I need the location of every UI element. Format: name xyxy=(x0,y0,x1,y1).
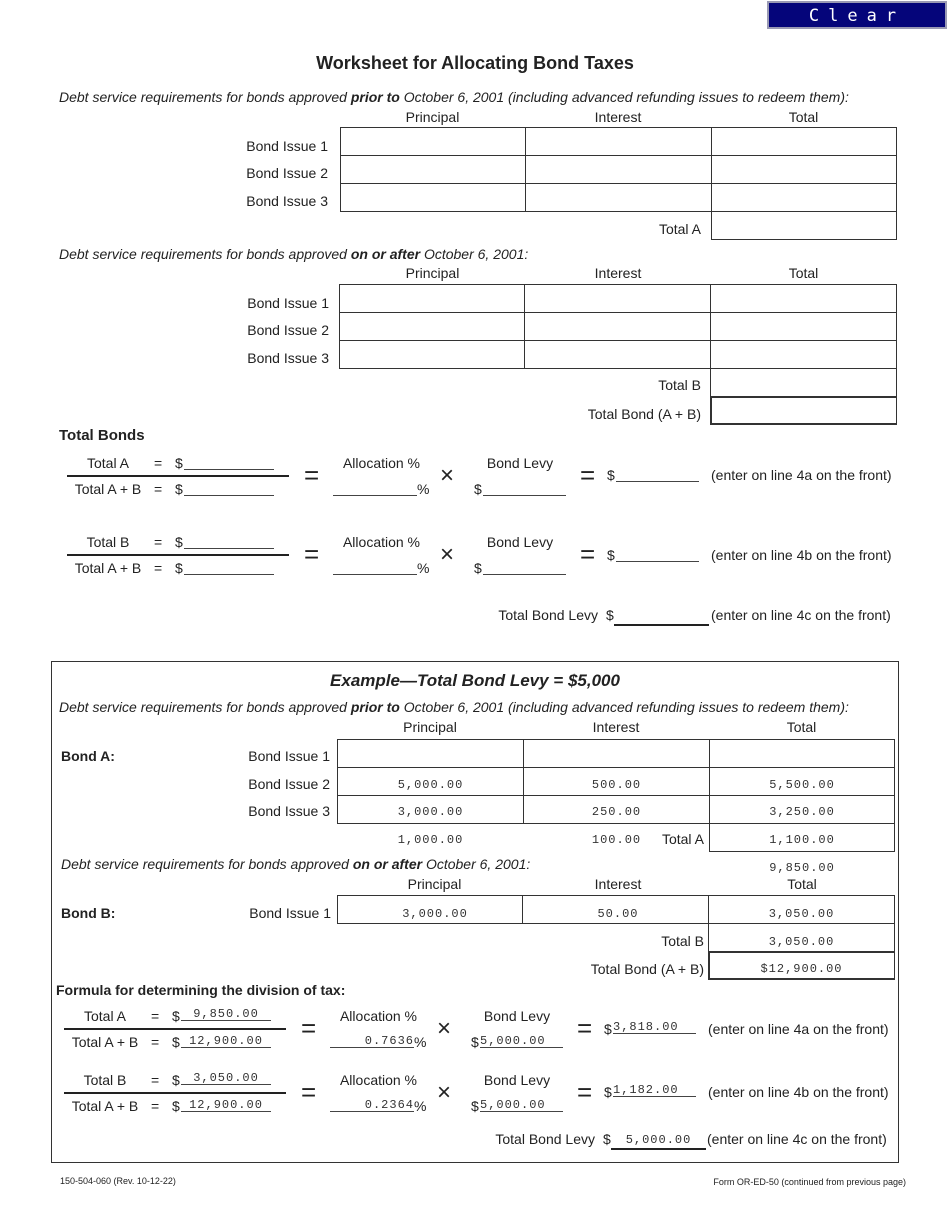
f1-percent: % xyxy=(417,481,430,497)
total-a-label: Total A xyxy=(658,221,701,237)
f2-equals-2: = xyxy=(154,560,163,576)
f2-equals: = xyxy=(154,534,163,550)
ex-total-bond-levy-value: 5,000.00 xyxy=(611,1132,706,1150)
ex-f1-dollar: $ xyxy=(172,1008,180,1024)
row-label-b-bond-issue-2: Bond Issue 2 xyxy=(247,322,329,338)
f1-total-a-field[interactable] xyxy=(184,455,274,470)
f2-big-equals-2: = xyxy=(580,539,596,569)
ex-f2-equals: = xyxy=(151,1072,160,1088)
ex-f1-total-a-value: 9,850.00 xyxy=(181,1006,271,1021)
f1-fraction-bar xyxy=(67,475,289,477)
col-interest: Interest xyxy=(594,109,642,125)
ex-f2-bond-levy-label: Bond Levy xyxy=(483,1072,551,1088)
col-principal-b: Principal xyxy=(405,265,460,281)
ex-row-a-extra-interest: 100.00 xyxy=(591,833,642,847)
a-issue2-interest-field[interactable] xyxy=(525,155,712,184)
total-b-field[interactable] xyxy=(710,368,897,397)
f1-bond-levy-field[interactable] xyxy=(483,481,566,496)
f2-dollar-4: $ xyxy=(607,547,615,563)
f1-bond-levy-label: Bond Levy xyxy=(486,455,554,471)
ex-row2-principal: 5,000.00 xyxy=(397,778,464,792)
ex-row-label-bond-issue-1: Bond Issue 1 xyxy=(248,748,330,764)
f1-total-ab-label: Total A + B xyxy=(74,481,142,497)
total-a-field[interactable] xyxy=(711,211,897,240)
ex-f2-total-ab-label: Total A + B xyxy=(71,1098,139,1114)
f1-equals: = xyxy=(154,455,163,471)
ex-total-a-sum: 9,850.00 xyxy=(769,861,835,875)
ex-f2-dollar: $ xyxy=(172,1072,180,1088)
ex-total-b-value: 3,050.00 xyxy=(768,935,835,949)
ex-total-a-label: Total A xyxy=(661,831,704,847)
f1-big-equals: = xyxy=(304,460,320,490)
ex-f1-dollar-3: $ xyxy=(471,1034,479,1050)
ex-f2-allocation-value: 0.2364 xyxy=(330,1097,414,1112)
ex-f1-dollar-2: $ xyxy=(172,1034,180,1050)
ex-col-principal: Principal xyxy=(403,719,457,735)
f1-allocation-label: Allocation % xyxy=(342,455,421,471)
f2-percent: % xyxy=(417,560,430,576)
f2-bond-levy-label: Bond Levy xyxy=(486,534,554,550)
page-title: Worksheet for Allocating Bond Taxes xyxy=(316,53,634,73)
f2-dollar-2: $ xyxy=(175,560,183,576)
ex-f1-equals: = xyxy=(151,1008,160,1024)
total-bond-field[interactable] xyxy=(710,396,897,425)
ex-f2-times: × xyxy=(437,1079,452,1106)
ex-f1-fraction-bar xyxy=(64,1028,286,1030)
bond-b-label: Bond B: xyxy=(61,905,116,921)
ex-f1-big-equals: = xyxy=(301,1013,317,1043)
b-issue2-principal-field[interactable] xyxy=(339,312,525,341)
total-bonds-heading: Total Bonds xyxy=(59,427,145,444)
f2-line4b-note: (enter on line 4b on the front) xyxy=(711,547,892,563)
a-issue3-interest-field[interactable] xyxy=(525,183,712,212)
f2-dollar: $ xyxy=(175,534,183,550)
ex-total-bond-levy-label: Total Bond Levy xyxy=(495,1131,595,1147)
footer-form-number: 150-504-060 (Rev. 10-12-22) xyxy=(60,1176,176,1186)
ex-f2-big-equals: = xyxy=(301,1077,317,1107)
ex-f2-total-b-value: 3,050.00 xyxy=(181,1070,271,1085)
ex-row3-interest: 250.00 xyxy=(591,805,642,819)
f2-big-equals: = xyxy=(304,539,320,569)
ex-col-interest: Interest xyxy=(592,719,640,735)
ex-row-label-bond-issue-3: Bond Issue 3 xyxy=(248,803,330,819)
f1-times: × xyxy=(440,462,455,489)
col-interest-b: Interest xyxy=(594,265,642,281)
f1-total-ab-field[interactable] xyxy=(184,481,274,496)
a-issue3-total-field[interactable] xyxy=(711,183,897,212)
ex-total-bond-label: Total Bond (A + B) xyxy=(590,961,704,977)
col-total-b: Total xyxy=(788,265,819,281)
f2-fraction-bar xyxy=(67,554,289,556)
example-title: Example—Total Bond Levy = $5,000 xyxy=(330,671,620,690)
a-issue2-total-field[interactable] xyxy=(711,155,897,184)
f1-dollar-4: $ xyxy=(607,467,615,483)
f2-allocation-field[interactable] xyxy=(333,560,417,575)
ex-f1-equals-2: = xyxy=(151,1034,160,1050)
ex-a-issue1-interest xyxy=(523,739,710,768)
a-issue1-interest-field[interactable] xyxy=(525,127,712,156)
ex-f2-allocation-label: Allocation % xyxy=(339,1072,418,1088)
ex-f2-total-b-label: Total B xyxy=(83,1072,127,1088)
example-section-prior-heading: Debt service requirements for bonds approved prior to October 6, 2001 (including advanced refunding issues to redeem them): xyxy=(59,699,849,715)
ex-row-label-bond-issue-2: Bond Issue 2 xyxy=(248,776,330,792)
clear-page-button[interactable]: Clear Page xyxy=(767,1,947,29)
ex-total-bond-value: $12,900.00 xyxy=(760,962,843,976)
b-issue2-total-field[interactable] xyxy=(710,312,897,341)
b-issue1-total-field[interactable] xyxy=(710,284,897,313)
ex-b-row1-total: 3,050.00 xyxy=(768,907,835,921)
col-total: Total xyxy=(788,109,819,125)
row-label-bond-issue-2: Bond Issue 2 xyxy=(246,165,328,181)
f1-total-a-label: Total A xyxy=(86,455,130,471)
ex-f1-big-equals-2: = xyxy=(577,1013,593,1043)
a-issue1-total-field[interactable] xyxy=(711,127,897,156)
f2-result-field[interactable] xyxy=(616,547,699,562)
row-label-b-bond-issue-1: Bond Issue 1 xyxy=(247,295,329,311)
f2-dollar-3: $ xyxy=(474,560,482,576)
ex-f2-bond-levy-value: 5,000.00 xyxy=(480,1097,563,1112)
ex-f2-percent: % xyxy=(414,1098,427,1114)
row-label-b-bond-issue-3: Bond Issue 3 xyxy=(247,350,329,366)
f2-total-ab-field[interactable] xyxy=(184,560,274,575)
b-issue1-interest-field[interactable] xyxy=(524,284,711,313)
ex-f1-total-ab-label: Total A + B xyxy=(71,1034,139,1050)
f2-total-b-field[interactable] xyxy=(184,534,274,549)
f1-dollar: $ xyxy=(175,455,183,471)
ex-f2-result-value: 1,182.00 xyxy=(613,1082,696,1097)
ex-row2-interest: 500.00 xyxy=(591,778,642,792)
example-section-after-heading: Debt service requirements for bonds approved on or after October 6, 2001: xyxy=(61,856,531,872)
b-issue1-principal-field[interactable] xyxy=(339,284,525,313)
line4c-note: (enter on line 4c on the front) xyxy=(711,607,891,623)
f2-allocation-label: Allocation % xyxy=(342,534,421,550)
ex-f2-big-equals-2: = xyxy=(577,1077,593,1107)
ex-f1-total-a-label: Total A xyxy=(83,1008,127,1024)
f1-equals-2: = xyxy=(154,481,163,497)
total-levy-dollar: $ xyxy=(606,607,614,623)
ex-b-col-interest: Interest xyxy=(594,876,642,892)
row-label-bond-issue-3: Bond Issue 3 xyxy=(246,193,328,209)
f1-result-field[interactable] xyxy=(616,467,699,482)
ex-f1-times: × xyxy=(437,1015,452,1042)
ex-row-a-extra-total: 1,100.00 xyxy=(769,833,835,847)
row-label-bond-issue-1: Bond Issue 1 xyxy=(246,138,328,154)
bond-a-label: Bond A: xyxy=(61,748,115,764)
b-issue3-interest-field[interactable] xyxy=(524,340,711,369)
ex-f2-line4b-note: (enter on line 4b on the front) xyxy=(708,1084,889,1100)
ex-row3-principal: 3,000.00 xyxy=(397,805,464,819)
section-prior-heading: Debt service requirements for bonds approved prior to October 6, 2001 (including advanced refunding issues to redeem them): xyxy=(59,89,849,105)
ex-f1-line4a-note: (enter on line 4a on the front) xyxy=(708,1021,889,1037)
b-issue3-total-field[interactable] xyxy=(710,340,897,369)
ex-b-row1-principal: 3,000.00 xyxy=(402,907,468,921)
ex-f2-dollar-3: $ xyxy=(471,1098,479,1114)
total-bond-label: Total Bond (A + B) xyxy=(587,406,701,422)
f2-total-ab-label: Total A + B xyxy=(74,560,142,576)
ex-f2-dollar-2: $ xyxy=(172,1098,180,1114)
a-issue1-principal-field[interactable] xyxy=(340,127,526,156)
ex-f1-allocation-label: Allocation % xyxy=(339,1008,418,1024)
f1-dollar-2: $ xyxy=(175,481,183,497)
ex-b-row-label-bond-issue-1: Bond Issue 1 xyxy=(249,905,331,921)
ex-f2-dollar-4: $ xyxy=(604,1084,612,1100)
ex-a-issue1-principal xyxy=(337,739,524,768)
ex-f1-bond-levy-label: Bond Levy xyxy=(483,1008,551,1024)
total-bond-levy-label: Total Bond Levy xyxy=(498,607,598,623)
f2-total-b-label: Total B xyxy=(86,534,130,550)
b-issue2-interest-field[interactable] xyxy=(524,312,711,341)
ex-b-row1-interest: 50.00 xyxy=(597,907,639,921)
ex-f1-total-ab-value: 12,900.00 xyxy=(181,1033,271,1048)
ex-row-a-extra-principal: 1,000.00 xyxy=(397,833,464,847)
f2-times: × xyxy=(440,541,455,568)
ex-total-b-label: Total B xyxy=(661,933,704,949)
ex-b-col-total: Total xyxy=(787,876,817,892)
ex-f1-result-value: 3,818.00 xyxy=(613,1019,696,1034)
f1-line4a-note: (enter on line 4a on the front) xyxy=(711,467,892,483)
ex-row2-total: 5,500.00 xyxy=(769,778,835,792)
f1-allocation-field[interactable] xyxy=(333,481,417,496)
a-issue3-principal-field[interactable] xyxy=(340,183,526,212)
ex-row3-total: 3,250.00 xyxy=(769,805,835,819)
ex-line4c-note: (enter on line 4c on the front) xyxy=(707,1131,887,1147)
f1-dollar-3: $ xyxy=(474,481,482,497)
ex-col-total: Total xyxy=(786,719,817,735)
footer-form-name: Form OR-ED-50 (continued from previous page) xyxy=(713,1177,906,1187)
ex-f1-percent: % xyxy=(414,1034,427,1050)
ex-formula-heading: Formula for determining the division of tax: xyxy=(56,982,346,998)
ex-f1-dollar-4: $ xyxy=(604,1021,612,1037)
b-issue3-principal-field[interactable] xyxy=(339,340,525,369)
f2-bond-levy-field[interactable] xyxy=(483,560,566,575)
ex-a-issue1-total xyxy=(709,739,895,768)
ex-f2-total-ab-value: 12,900.00 xyxy=(181,1097,271,1112)
ex-total-levy-dollar: $ xyxy=(603,1131,611,1147)
total-b-label: Total B xyxy=(658,377,701,393)
f1-big-equals-2: = xyxy=(580,460,596,490)
a-issue2-principal-field[interactable] xyxy=(340,155,526,184)
ex-f2-equals-2: = xyxy=(151,1098,160,1114)
ex-f2-fraction-bar xyxy=(64,1092,286,1094)
ex-f1-allocation-value: 0.7636 xyxy=(330,1033,414,1048)
ex-f1-bond-levy-value: 5,000.00 xyxy=(480,1033,563,1048)
total-bond-levy-field[interactable] xyxy=(614,610,709,626)
col-principal: Principal xyxy=(405,109,460,125)
ex-b-col-principal: Principal xyxy=(407,876,462,892)
section-after-heading: Debt service requirements for bonds approved on or after October 6, 2001: xyxy=(59,246,529,262)
